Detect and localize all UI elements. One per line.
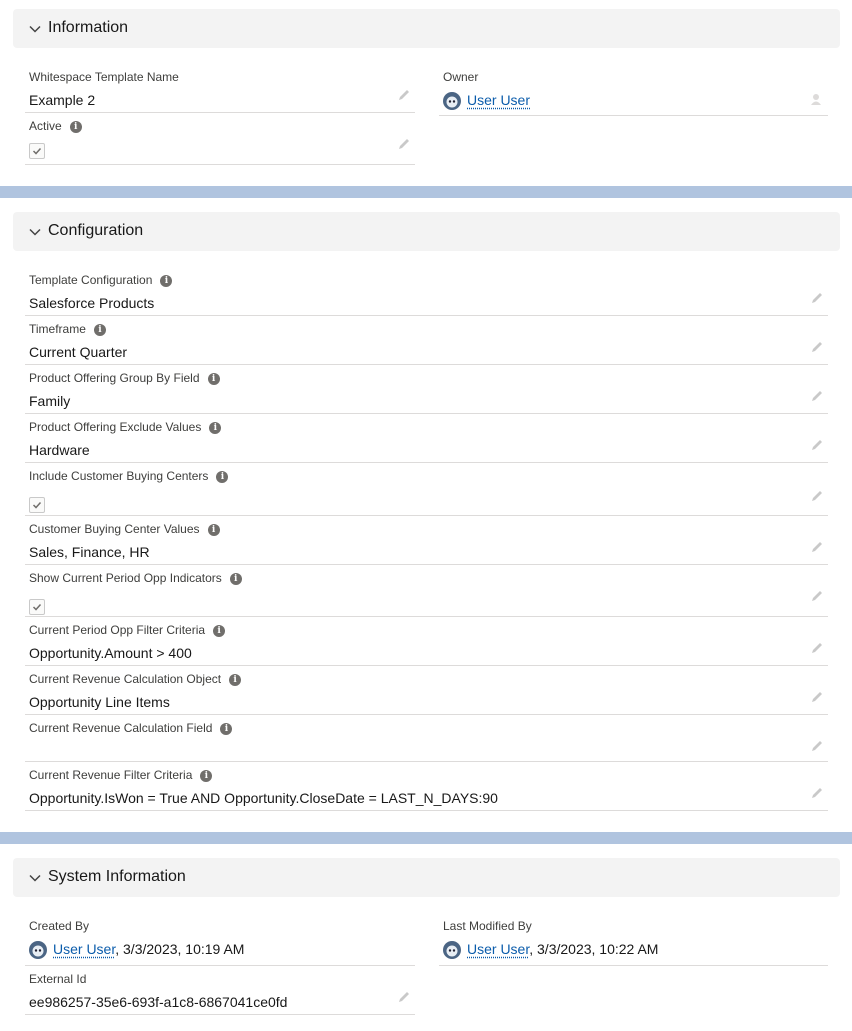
pencil-icon[interactable] <box>810 389 824 403</box>
field-value: Opportunity Line Items <box>29 694 170 710</box>
field-template-name <box>25 70 415 113</box>
pencil-icon[interactable] <box>810 291 824 305</box>
user-avatar-icon <box>443 92 461 110</box>
chevron-down-icon <box>28 871 42 885</box>
field-value: Family <box>29 393 71 409</box>
created-by-link[interactable]: User User <box>53 941 116 957</box>
pencil-icon[interactable] <box>810 739 824 753</box>
field-show-opp-indicators <box>25 571 828 617</box>
field-active <box>25 119 415 165</box>
pencil-icon[interactable] <box>810 641 824 655</box>
field-label: Include Customer Buying Centers i <box>29 469 228 483</box>
chevron-down-icon <box>28 22 42 36</box>
pencil-icon[interactable] <box>810 589 824 603</box>
info-icon[interactable]: i <box>94 324 106 336</box>
field-external-id <box>25 972 415 1015</box>
field-revenue-calc-object <box>25 672 828 715</box>
section-divider <box>0 186 852 198</box>
pencil-icon[interactable] <box>810 540 824 554</box>
field-label: Customer Buying Center Values i <box>29 522 220 536</box>
field-timeframe <box>25 322 828 365</box>
pencil-icon[interactable] <box>397 137 411 151</box>
owner-value <box>443 92 530 110</box>
field-group-by-field <box>25 371 828 414</box>
field-exclude-values <box>25 420 828 463</box>
section-header-information[interactable] <box>13 9 840 48</box>
user-avatar-icon <box>29 941 47 959</box>
field-opp-filter-criteria <box>25 623 828 666</box>
info-icon[interactable]: i <box>220 723 232 735</box>
created-by-value <box>29 941 244 959</box>
field-buying-center-values <box>25 522 828 565</box>
field-label: External Id <box>29 972 87 986</box>
pencil-icon[interactable] <box>810 489 824 503</box>
field-value: ee986257-35e6-693f-a1c8-6867041ce0fd <box>29 994 288 1010</box>
field-value: Example 2 <box>29 92 96 108</box>
info-icon[interactable]: i <box>208 373 220 385</box>
info-icon[interactable]: i <box>209 422 221 434</box>
field-label: Show Current Period Opp Indicators i <box>29 571 242 585</box>
field-owner <box>439 70 828 116</box>
field-last-modified-by <box>439 919 828 966</box>
section-title: Configuration <box>48 222 144 239</box>
field-revenue-filter-criteria <box>25 768 828 811</box>
info-icon[interactable]: i <box>70 121 82 133</box>
field-label: Product Offering Group By Field i <box>29 371 220 385</box>
info-icon[interactable]: i <box>208 524 220 536</box>
field-label: Product Offering Exclude Values i <box>29 420 221 434</box>
field-label: Current Revenue Calculation Object i <box>29 672 241 686</box>
field-label: Template Configuration i <box>29 273 172 287</box>
field-value: Opportunity.IsWon = True AND Opportunity.CloseDate = LAST_N_DAYS:90 <box>29 790 498 806</box>
change-owner-icon[interactable] <box>810 92 824 106</box>
pencil-icon[interactable] <box>810 690 824 704</box>
field-label: Current Revenue Calculation Field i <box>29 721 232 735</box>
pencil-icon[interactable] <box>810 786 824 800</box>
active-checkbox <box>29 143 45 159</box>
field-value: Salesforce Products <box>29 295 155 311</box>
section-divider <box>0 832 852 844</box>
field-label: Current Revenue Filter Criteria i <box>29 768 212 782</box>
created-date: , 3/3/2023, 10:19 AM <box>115 941 245 957</box>
section-header-configuration[interactable] <box>13 212 840 251</box>
last-modified-value <box>443 941 658 959</box>
field-label: Created By <box>29 919 90 933</box>
show-opp-indicators-checkbox <box>29 599 45 615</box>
last-modified-date: , 3/3/2023, 10:22 AM <box>529 941 659 957</box>
last-modified-link[interactable]: User User <box>467 941 530 957</box>
section-title: Information <box>48 19 129 36</box>
info-icon[interactable]: i <box>200 770 212 782</box>
section-title: System Information <box>48 868 186 885</box>
field-label: Current Period Opp Filter Criteria i <box>29 623 225 637</box>
field-created-by <box>25 919 415 966</box>
pencil-icon[interactable] <box>397 990 411 1004</box>
field-value: Sales, Finance, HR <box>29 544 150 560</box>
info-icon[interactable]: i <box>213 625 225 637</box>
chevron-down-icon <box>28 225 42 239</box>
pencil-icon[interactable] <box>810 340 824 354</box>
owner-link[interactable]: User User <box>467 92 531 108</box>
info-icon[interactable]: i <box>230 573 242 585</box>
field-label: Owner <box>443 70 479 84</box>
field-template-configuration <box>25 273 828 316</box>
field-include-buying-centers <box>25 469 828 516</box>
info-icon[interactable]: i <box>216 471 228 483</box>
pencil-icon[interactable] <box>397 88 411 102</box>
field-label: Last Modified By <box>443 919 532 933</box>
field-value: Opportunity.Amount > 400 <box>29 645 192 661</box>
field-value: Hardware <box>29 442 90 458</box>
info-icon[interactable]: i <box>229 674 241 686</box>
pencil-icon[interactable] <box>810 438 824 452</box>
include-buying-centers-checkbox <box>29 497 45 513</box>
field-value: Current Quarter <box>29 344 128 360</box>
field-label: Timeframe i <box>29 322 106 336</box>
field-revenue-calc-field <box>25 721 828 762</box>
field-label: Whitespace Template Name <box>29 70 179 84</box>
info-icon[interactable]: i <box>160 275 172 287</box>
field-label: Active i <box>29 119 82 133</box>
user-avatar-icon <box>443 941 461 959</box>
section-header-system-information[interactable] <box>13 858 840 897</box>
